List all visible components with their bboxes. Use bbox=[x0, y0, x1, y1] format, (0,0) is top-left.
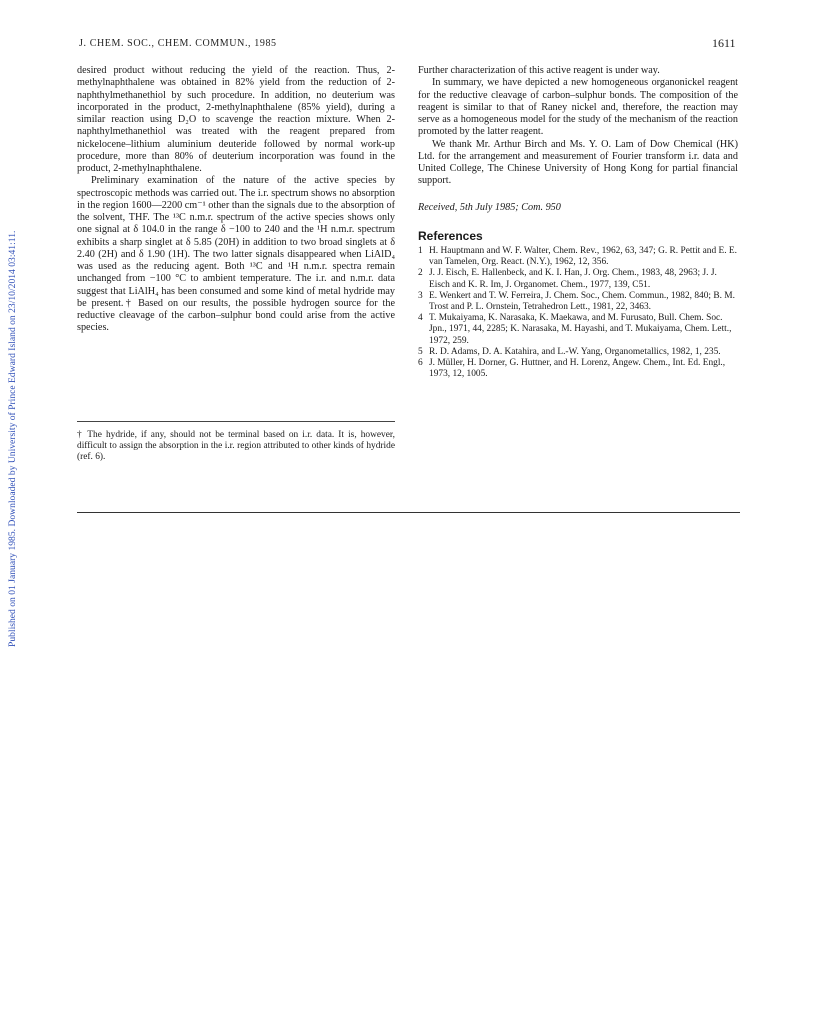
reference-text: J. Müller, H. Dorner, G. Huttner, and H. Lorenz, Angew. Chem., Int. Ed. Engl., 1973, 12, 1005. bbox=[429, 358, 726, 380]
download-watermark: Published on 01 January 1985. Downloaded by University of Prince Edward Island on 23/10/2014 03:41:11. bbox=[7, 230, 18, 647]
reference-item bbox=[418, 313, 738, 347]
acknowledgement-paragraph: We thank Mr. Arthur Birch and Ms. Y. O. Lam of Dow Chemical (HK) Ltd. for the arrangement and measurement of Fourier transform i.r. data and United College, The Chinese University of Hong Kong for partial financial support. bbox=[418, 138, 738, 187]
left-column bbox=[77, 65, 395, 335]
reference-item bbox=[418, 268, 738, 290]
received-date: Received, 5th July 1985; Com. 950 bbox=[418, 201, 561, 213]
body-paragraph: desired product without reducing the yield of the reaction. Thus, 2-methylnaphthalene was obtained in 82% yield from the reduction of 2-naphthylmethanethiol by such procedure. In addition, no deuterium was incorporated in the product, 2-methylnaphthalene (85% yield), during a similar reaction using D₂O to scavenge the reaction mixture. When 2-naphthylmethanethiol was treated with the reagent prepared from nickelocene–lithium aluminium deuteride followed by normal work-up procedure, more than 80% of deuterium incorporation was found in the product, 2-methylnaphthalene. bbox=[77, 65, 395, 174]
reference-number: 4 bbox=[418, 313, 423, 324]
reference-list bbox=[418, 246, 738, 380]
reference-item bbox=[418, 291, 738, 313]
reference-text: T. Mukaiyama, K. Narasaka, K. Maekawa, and M. Furusato, Bull. Chem. Soc. Jpn., 1971, 44, 2285; K. Narasaka, M. Hayashi, and T. Mukaiyama, Chem. Lett., 1972, 259. bbox=[429, 313, 732, 346]
reference-text: J. J. Eisch, E. Hallenbeck, and K. I. Han, J. Org. Chem., 1983, 48, 2963; J. J. Eisch and K. R. Im, J. Organomet. Chem., 1977, 139, C51. bbox=[429, 268, 717, 290]
footnote: † The hydride, if any, should not be terminal based on i.r. data. It is, however, difficult to assign the absorption in the i.r. region attributed to other kinds of hydride (ref. 6). bbox=[77, 430, 395, 463]
reference-number: 2 bbox=[418, 268, 423, 279]
reference-text: R. D. Adams, D. A. Katahira, and L.-W. Yang, Organometallics, 1982, 1, 235. bbox=[429, 346, 721, 357]
page-number: 1611 bbox=[712, 36, 736, 50]
reference-number: 1 bbox=[418, 246, 423, 256]
reference-number: 3 bbox=[418, 290, 423, 301]
body-paragraph: In summary, we have depicted a new homogeneous organonickel reagent for the reductive cleavage of carbon–sulphur bonds. The composition of the reagent is similar to that of Raney nickel and, therefore, the reaction may serve as a homogeneous model for the study of the mechanism of the reaction promoted by the latter reagent. bbox=[418, 77, 738, 138]
footnote-divider bbox=[77, 421, 395, 422]
body-paragraph: Preliminary examination of the nature of the active species by spectroscopic methods was carried out. The i.r. spectrum shows no absorption in the region 1600—2200 cm⁻¹ other than the signals due to the absorption of the solvent, THF. The ¹³C n.m.r. spectrum of the active species shows only one signal at δ 104.0 in the range δ −100 to 240 and the ¹H n.m.r. spectrum exhibits a sharp singlet at δ 5.85 (20H) in addition to two broad singlets at δ 2.40 (2H) and δ 1.90 (1H). The two latter signals disappeared when LiAlD₄ was used as the reducing agent. Both ¹³C and ¹H n.m.r. spectra remain unchanged from −100 °C to ambient temperature. The i.r. and n.m.r. data suggest that LiAlH₄ has been consumed and some kind of metal hydride may be present.† Based on our results, the possible hydrogen source for the reductive cleavage of the carbon–sulphur bond could arise from the active species. bbox=[77, 175, 395, 334]
running-head: J. CHEM. SOC., CHEM. COMMUN., 1985 bbox=[79, 38, 277, 49]
reference-item bbox=[418, 347, 738, 358]
reference-item bbox=[418, 358, 738, 380]
reference-number: 5 bbox=[418, 346, 423, 357]
body-paragraph: Further characterization of this active reagent is under way. bbox=[418, 65, 660, 76]
reference-text: E. Wenkert and T. W. Ferreira, J. Chem. Soc., Chem. Commun., 1982, 840; B. M. Trost and P. L. Ornstein, Tetrahedron Lett., 1981, 22, 3463. bbox=[429, 290, 735, 313]
reference-item bbox=[418, 246, 738, 268]
page-bottom-rule bbox=[77, 512, 740, 513]
right-column bbox=[418, 65, 738, 380]
references-heading: References bbox=[418, 228, 483, 243]
reference-number: 6 bbox=[418, 358, 423, 369]
reference-text: H. Hauptmann and W. F. Walter, Chem. Rev., 1962, 63, 347; G. R. Pettit and E. E. van Tamelen, Org. React. (N.Y.), 1962, 12, 356. bbox=[429, 246, 737, 268]
